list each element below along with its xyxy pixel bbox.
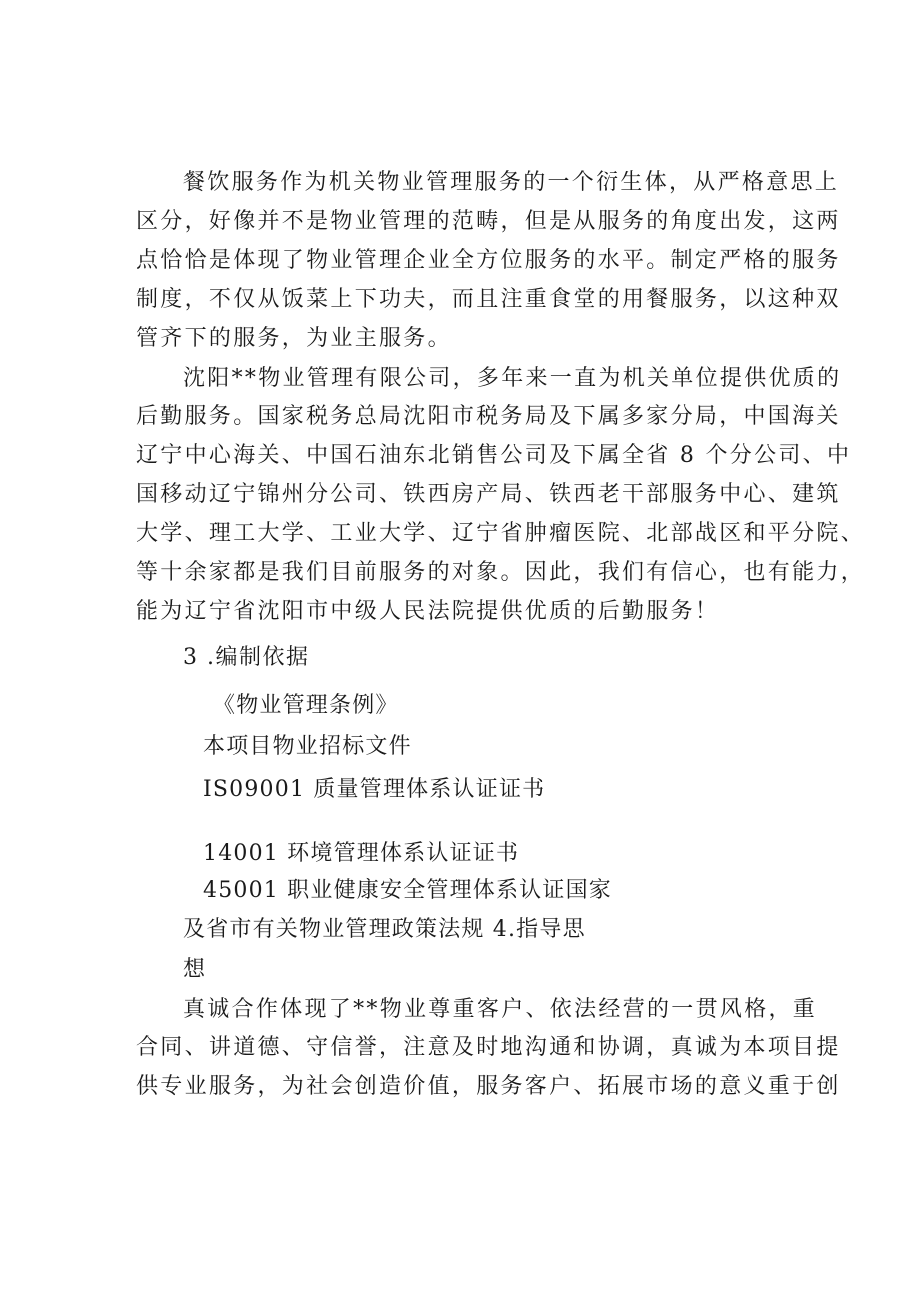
paragraph-line: 合同、讲道德、守信誉，注意及时地沟通和协调，真诚为本项目提 [136,1035,841,1060]
paragraph-line: 沈阳**物业管理有限公司，多年来一直为机关单位提供优质的 [183,366,842,391]
basis-item: 本项目物业招标文件 [203,734,412,759]
basis-item: 45001 职业健康安全管理体系认证国家 [203,878,612,903]
paragraph-line: 区分，好像并不是物业管理的范畴，但是从服务的角度出发，这两 [136,209,841,234]
paragraph-line: 点恰恰是体现了物业管理企业全方位服务的水平。制定严格的服务 [136,248,841,273]
paragraph-line: 供专业服务，为社会创造价值，服务客户、拓展市场的意义重于创 [136,1074,841,1099]
paragraph-line: 餐饮服务作为机关物业管理服务的一个衍生体，从严格意思上 [183,170,840,195]
paragraph-line: 等十余家都是我们目前服务的对象。因此，我们有信心，也有能力， [136,560,866,585]
section-heading: 3 .编制依据 [183,645,310,670]
basis-item: 及省市有关物业管理政策法规 4.指导思 [183,917,586,942]
paragraph-line: 辽宁中心海关、中国石油东北销售公司及下属全省 8 个分公司、中 [136,443,852,468]
paragraph-line: 能为辽宁省沈阳市中级人民法院提供优质的后勤服务！ [136,599,720,624]
paragraph-line: 真诚合作体现了**物业尊重客户、依法经营的一贯风格，重 [183,997,818,1022]
paragraph-line: 制度，不仅从饭菜上下功夫，而且注重食堂的用餐服务，以这种双 [136,287,841,312]
basis-item: IS09001 质量管理体系认证证书 [203,777,546,802]
basis-item: 14001 环境管理体系认证证书 [203,841,520,866]
paragraph-line: 后勤服务。国家税务总局沈阳市税务局及下属多家分局，中国海关 [136,404,841,429]
paragraph-line: 管齐下的服务，为业主服务。 [136,326,452,351]
paragraph-line: 大学、理工大学、工业大学、辽宁省肿瘤医院、北部战区和平分院、 [136,521,866,546]
basis-item: 《物业管理条例》 [213,693,399,718]
basis-item: 想 [183,957,207,982]
paragraph-line: 国移动辽宁锦州分公司、铁西房产局、铁西老干部服务中心、建筑 [136,482,841,507]
